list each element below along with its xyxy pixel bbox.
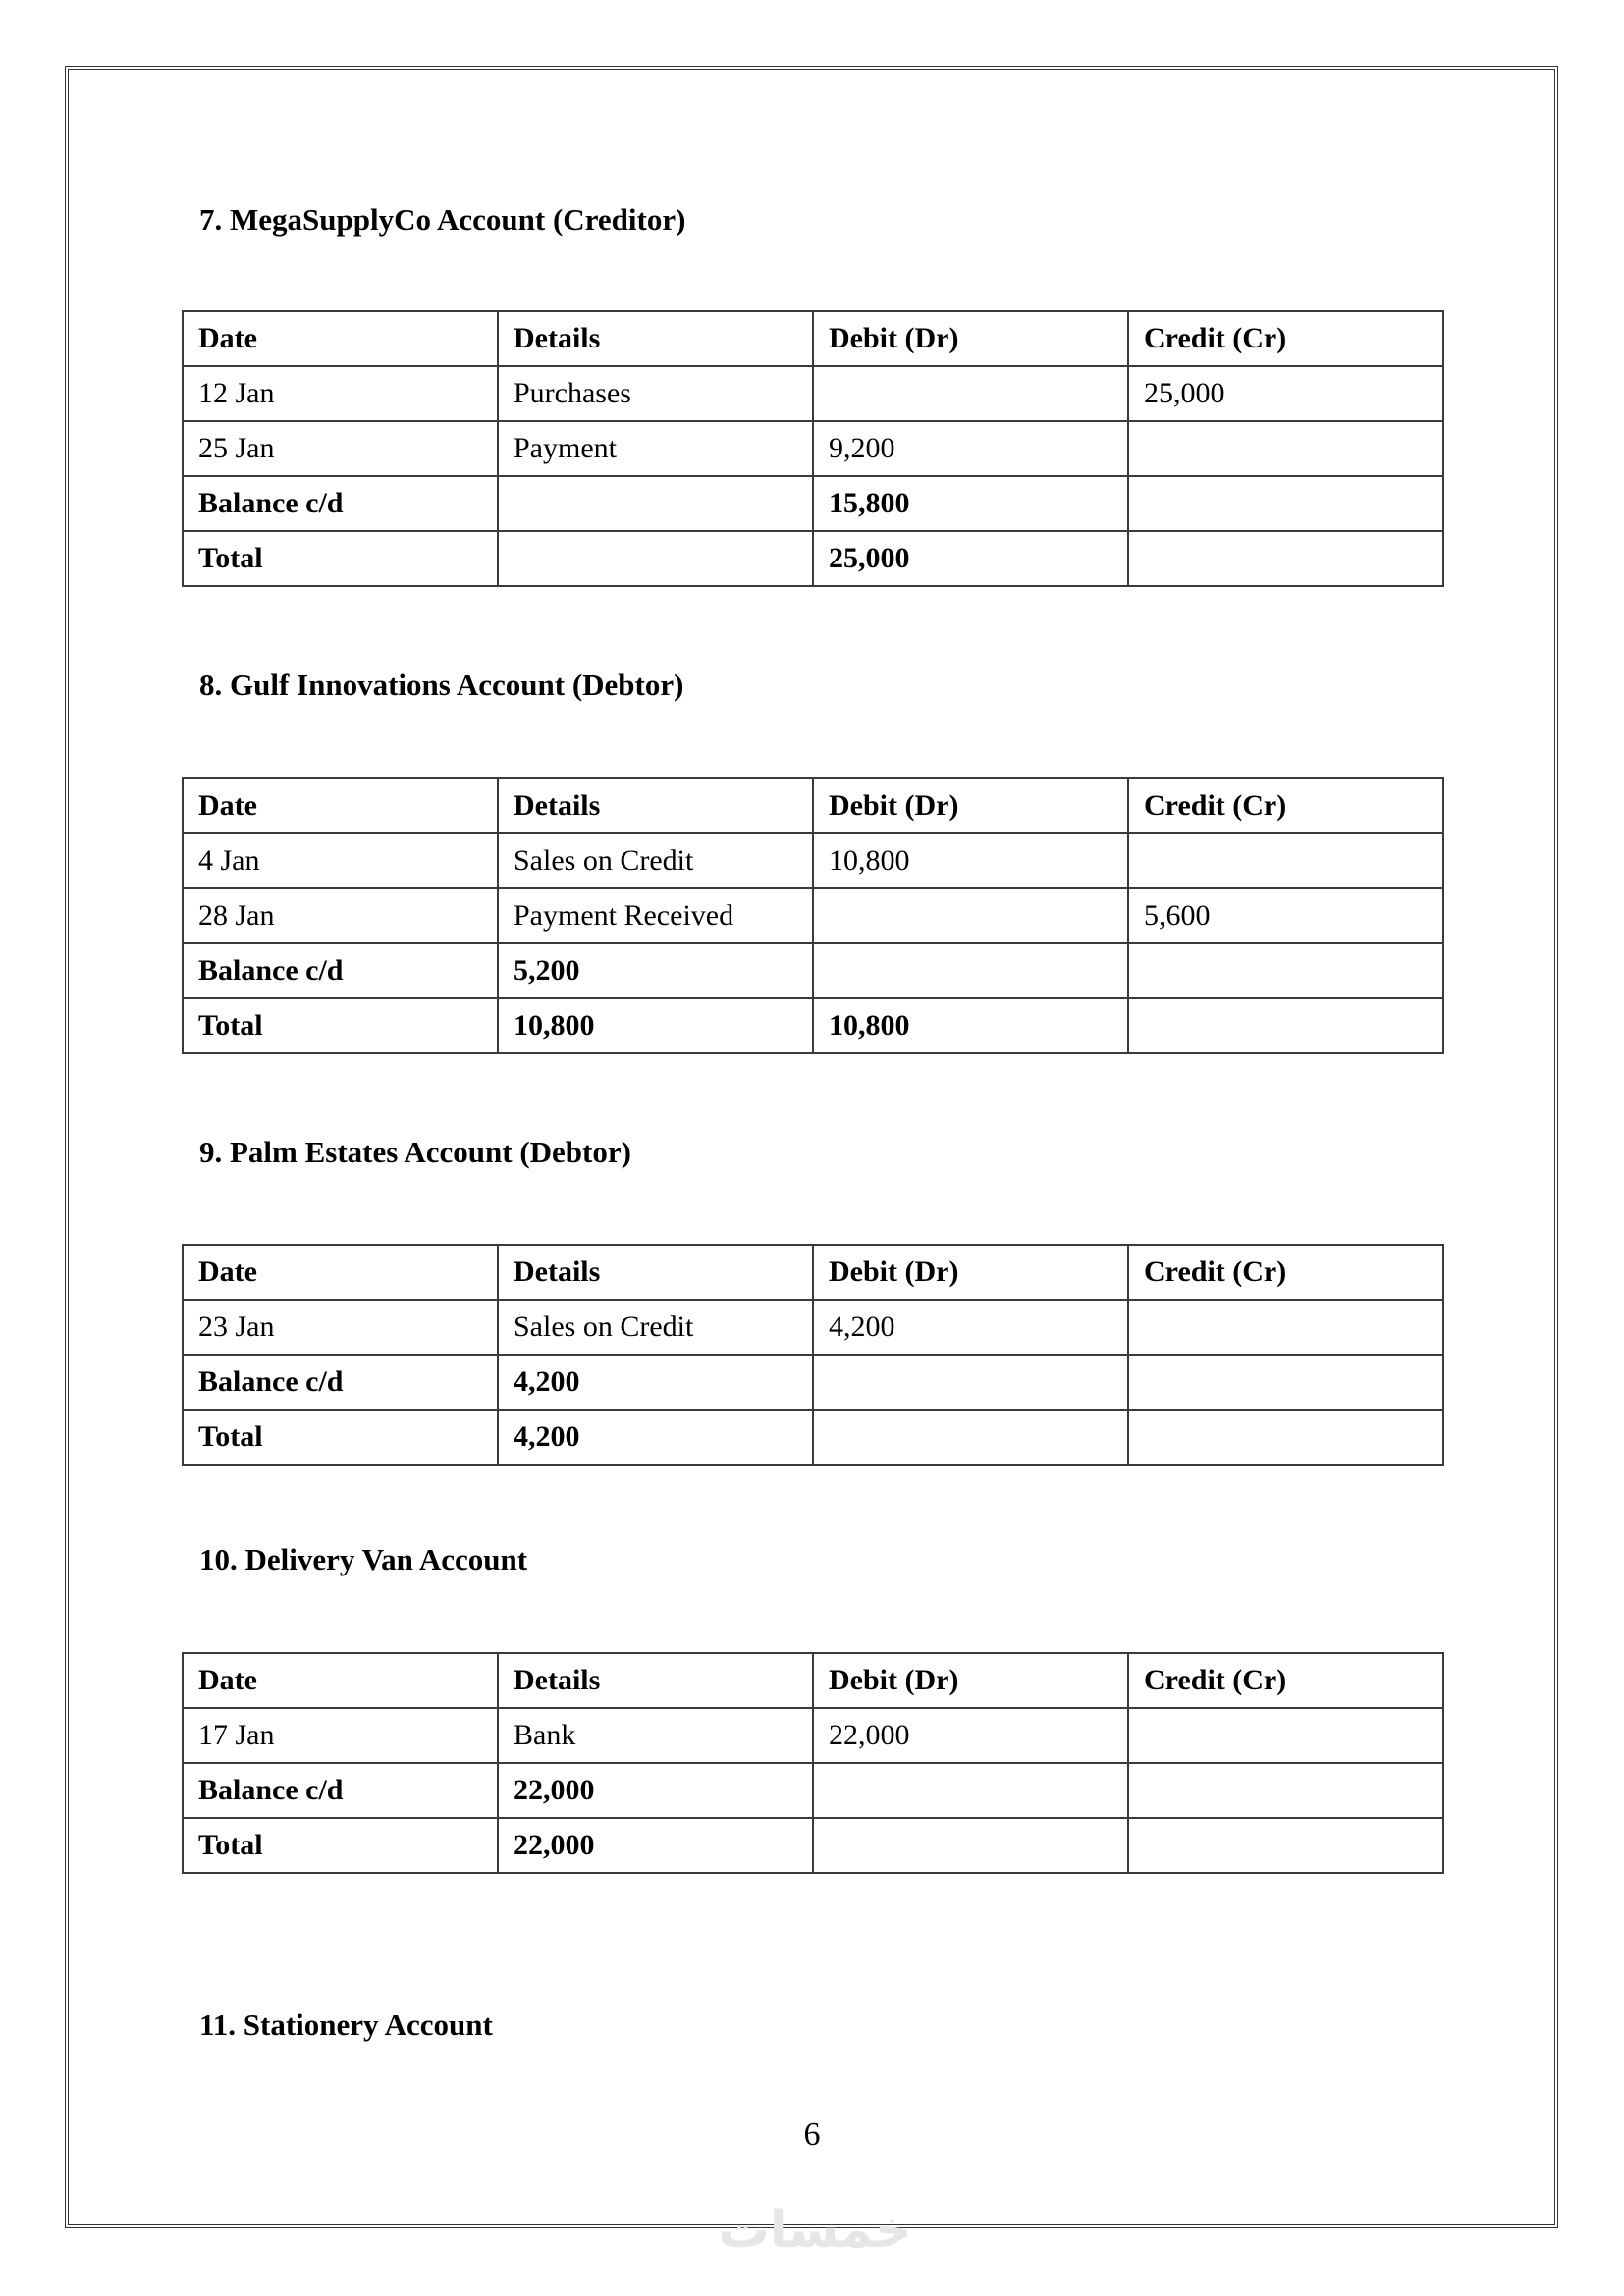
cell-debit: [813, 1355, 1128, 1410]
cell-date: Balance c/d: [183, 1763, 498, 1818]
cell-credit: [1128, 531, 1443, 586]
account-heading: 8. Gulf Innovations Account (Debtor): [199, 667, 684, 702]
ledger-table: [182, 1652, 1444, 1874]
cell-debit: [813, 1763, 1128, 1818]
column-header-credit: Credit (Cr): [1128, 1245, 1443, 1300]
cell-credit: [1128, 476, 1443, 531]
table-row: [183, 888, 1443, 943]
cell-debit: 15,800: [813, 476, 1128, 531]
table-row-total: [183, 1410, 1443, 1465]
cell-credit: [1128, 1410, 1443, 1465]
cell-debit: [813, 888, 1128, 943]
cell-date: Balance c/d: [183, 943, 498, 998]
table-row: [183, 1300, 1443, 1355]
cell-date: 12 Jan: [183, 366, 498, 421]
account-heading: 9. Palm Estates Account (Debtor): [199, 1135, 631, 1169]
column-header-date: Date: [183, 311, 498, 366]
cell-date: 4 Jan: [183, 833, 498, 888]
cell-date: Total: [183, 1818, 498, 1873]
table-row-balance: [183, 943, 1443, 998]
cell-date: Total: [183, 531, 498, 586]
table-header-row: [183, 1653, 1443, 1708]
table-header-row: [183, 1245, 1443, 1300]
table-row: [183, 833, 1443, 888]
cell-date: 17 Jan: [183, 1708, 498, 1763]
cell-credit: [1128, 1300, 1443, 1355]
column-header-details: Details: [498, 778, 813, 833]
cell-details: Sales on Credit: [498, 833, 813, 888]
column-header-debit: Debit (Dr): [813, 778, 1128, 833]
watermark-logo: خمسات: [718, 2201, 912, 2260]
cell-credit: 5,600: [1128, 888, 1443, 943]
cell-date: 25 Jan: [183, 421, 498, 476]
column-header-date: Date: [183, 778, 498, 833]
ledger-table: [182, 310, 1444, 587]
column-header-debit: Debit (Dr): [813, 311, 1128, 366]
cell-credit: [1128, 943, 1443, 998]
cell-debit: 9,200: [813, 421, 1128, 476]
cell-debit: [813, 1410, 1128, 1465]
cell-debit: 22,000: [813, 1708, 1128, 1763]
cell-details: 4,200: [498, 1410, 813, 1465]
cell-details: Payment: [498, 421, 813, 476]
cell-details: 22,000: [498, 1818, 813, 1873]
table-header-row: [183, 778, 1443, 833]
page-number: 6: [803, 2116, 821, 2153]
cell-date: Balance c/d: [183, 476, 498, 531]
table-row-balance: [183, 476, 1443, 531]
cell-debit: 10,800: [813, 998, 1128, 1053]
cell-details: Purchases: [498, 366, 813, 421]
cell-details: 4,200: [498, 1355, 813, 1410]
cell-details: [498, 476, 813, 531]
cell-debit: 4,200: [813, 1300, 1128, 1355]
cell-debit: [813, 366, 1128, 421]
cell-details: 22,000: [498, 1763, 813, 1818]
column-header-details: Details: [498, 311, 813, 366]
cell-date: Total: [183, 998, 498, 1053]
column-header-details: Details: [498, 1245, 813, 1300]
column-header-credit: Credit (Cr): [1128, 778, 1443, 833]
cell-date: Total: [183, 1410, 498, 1465]
account-heading: 10. Delivery Van Account: [199, 1542, 528, 1576]
cell-credit: [1128, 998, 1443, 1053]
cell-debit: 25,000: [813, 531, 1128, 586]
column-header-debit: Debit (Dr): [813, 1653, 1128, 1708]
table-row-total: [183, 998, 1443, 1053]
table-row-total: [183, 531, 1443, 586]
cell-credit: [1128, 1763, 1443, 1818]
column-header-date: Date: [183, 1653, 498, 1708]
cell-debit: 10,800: [813, 833, 1128, 888]
ledger-table: [182, 1244, 1444, 1466]
column-header-details: Details: [498, 1653, 813, 1708]
account-heading: 11. Stationery Account: [199, 2007, 493, 2042]
cell-credit: [1128, 421, 1443, 476]
table-header-row: [183, 311, 1443, 366]
cell-date: 28 Jan: [183, 888, 498, 943]
cell-credit: [1128, 833, 1443, 888]
ledger-table: [182, 777, 1444, 1054]
account-heading: 7. MegaSupplyCo Account (Creditor): [199, 202, 686, 237]
table-row-balance: [183, 1763, 1443, 1818]
cell-details: 10,800: [498, 998, 813, 1053]
cell-date: Balance c/d: [183, 1355, 498, 1410]
table-row-total: [183, 1818, 1443, 1873]
cell-details: Bank: [498, 1708, 813, 1763]
cell-credit: [1128, 1708, 1443, 1763]
column-header-date: Date: [183, 1245, 498, 1300]
column-header-debit: Debit (Dr): [813, 1245, 1128, 1300]
cell-credit: 25,000: [1128, 366, 1443, 421]
cell-details: 5,200: [498, 943, 813, 998]
cell-details: [498, 531, 813, 586]
column-header-credit: Credit (Cr): [1128, 311, 1443, 366]
cell-date: 23 Jan: [183, 1300, 498, 1355]
column-header-credit: Credit (Cr): [1128, 1653, 1443, 1708]
cell-debit: [813, 1818, 1128, 1873]
table-row: [183, 421, 1443, 476]
table-row-balance: [183, 1355, 1443, 1410]
cell-credit: [1128, 1355, 1443, 1410]
cell-details: Sales on Credit: [498, 1300, 813, 1355]
cell-debit: [813, 943, 1128, 998]
cell-credit: [1128, 1818, 1443, 1873]
table-row: [183, 1708, 1443, 1763]
cell-details: Payment Received: [498, 888, 813, 943]
table-row: [183, 366, 1443, 421]
